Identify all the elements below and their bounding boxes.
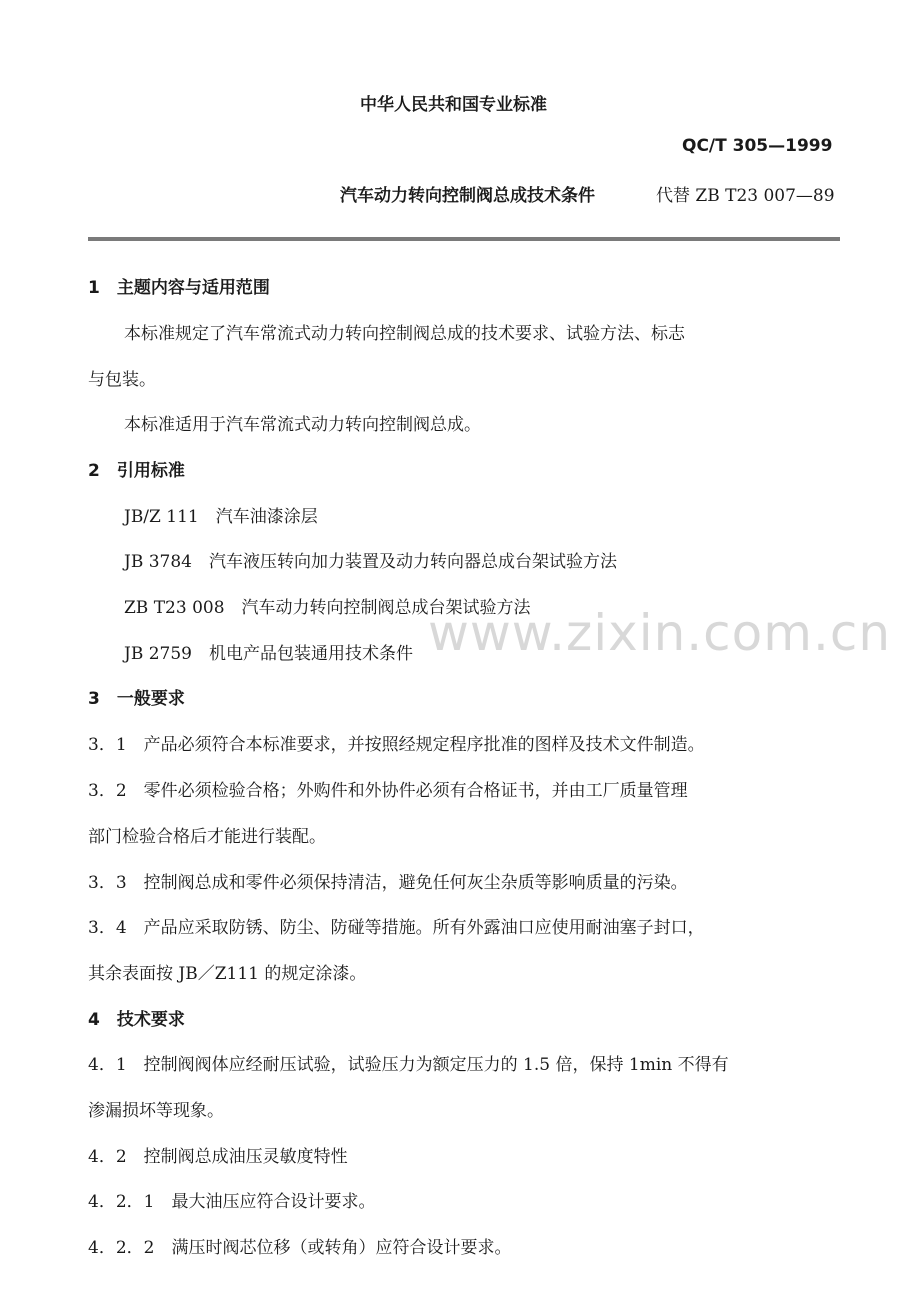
- section-1-paragraph-1-line-2: 与包装。: [88, 370, 156, 390]
- section-4-heading: 4 技术要求: [88, 1010, 185, 1030]
- clause-4-1-line-1: 4．1 控制阀阀体应经耐压试验，试验压力为额定压力的 1.5 倍，保持 1min 不得有: [88, 1055, 729, 1075]
- clause-4-2: 4．2 控制阀总成油压灵敏度特性: [88, 1147, 348, 1167]
- reference-item: JB/Z 111 汽车油漆涂层: [124, 507, 318, 527]
- document-title: 汽车动力转向控制阀总成技术条件: [340, 186, 595, 206]
- clause-4-2-1: 4．2．1 最大油压应符合设计要求。: [88, 1192, 376, 1212]
- section-1-paragraph-1-line-1: 本标准规定了汽车常流式动力转向控制阀总成的技术要求、试验方法、标志: [124, 324, 685, 344]
- reference-item: ZB T23 008 汽车动力转向控制阀总成台架试验方法: [124, 598, 531, 618]
- org-title: 中华人民共和国专业标准: [360, 95, 547, 115]
- clause-3-4-line-2: 其余表面按 JB／Z111 的规定涂漆。: [88, 964, 367, 984]
- clause-3-1: 3．1 产品必须符合本标准要求，并按照经规定程序批准的图样及技术文件制造。: [88, 735, 705, 755]
- clause-3-2-line-1: 3．2 零件必须检验合格；外购件和外协件必须有合格证书，并由工厂质量管理: [88, 781, 688, 801]
- replaces-standard: 代替 ZB T23 007—89: [656, 186, 835, 206]
- reference-item: JB 2759 机电产品包装通用技术条件: [124, 644, 413, 664]
- reference-item: JB 3784 汽车液压转向加力装置及动力转向器总成台架试验方法: [124, 552, 617, 572]
- clause-3-4-line-1: 3．4 产品应采取防锈、防尘、防碰等措施。所有外露油口应使用耐油塞子封口，: [88, 918, 705, 938]
- standard-number: QC/T 305—1999: [682, 136, 833, 156]
- header-divider: [88, 237, 840, 241]
- section-2-heading: 2 引用标准: [88, 461, 185, 481]
- clause-3-2-line-2: 部门检验合格后才能进行装配。: [88, 827, 326, 847]
- section-1-heading: 1 主题内容与适用范围: [88, 278, 270, 298]
- section-1-paragraph-2: 本标准适用于汽车常流式动力转向控制阀总成。: [124, 415, 481, 435]
- clause-3-3: 3．3 控制阀总成和零件必须保持清洁，避免任何灰尘杂质等影响质量的污染。: [88, 873, 688, 893]
- clause-4-1-line-2: 渗漏损坏等现象。: [88, 1101, 224, 1121]
- section-3-heading: 3 一般要求: [88, 689, 185, 709]
- watermark: www.zixin.com.cn: [428, 604, 892, 662]
- clause-4-2-2: 4．2．2 满压时阀芯位移（或转角）应符合设计要求。: [88, 1238, 512, 1258]
